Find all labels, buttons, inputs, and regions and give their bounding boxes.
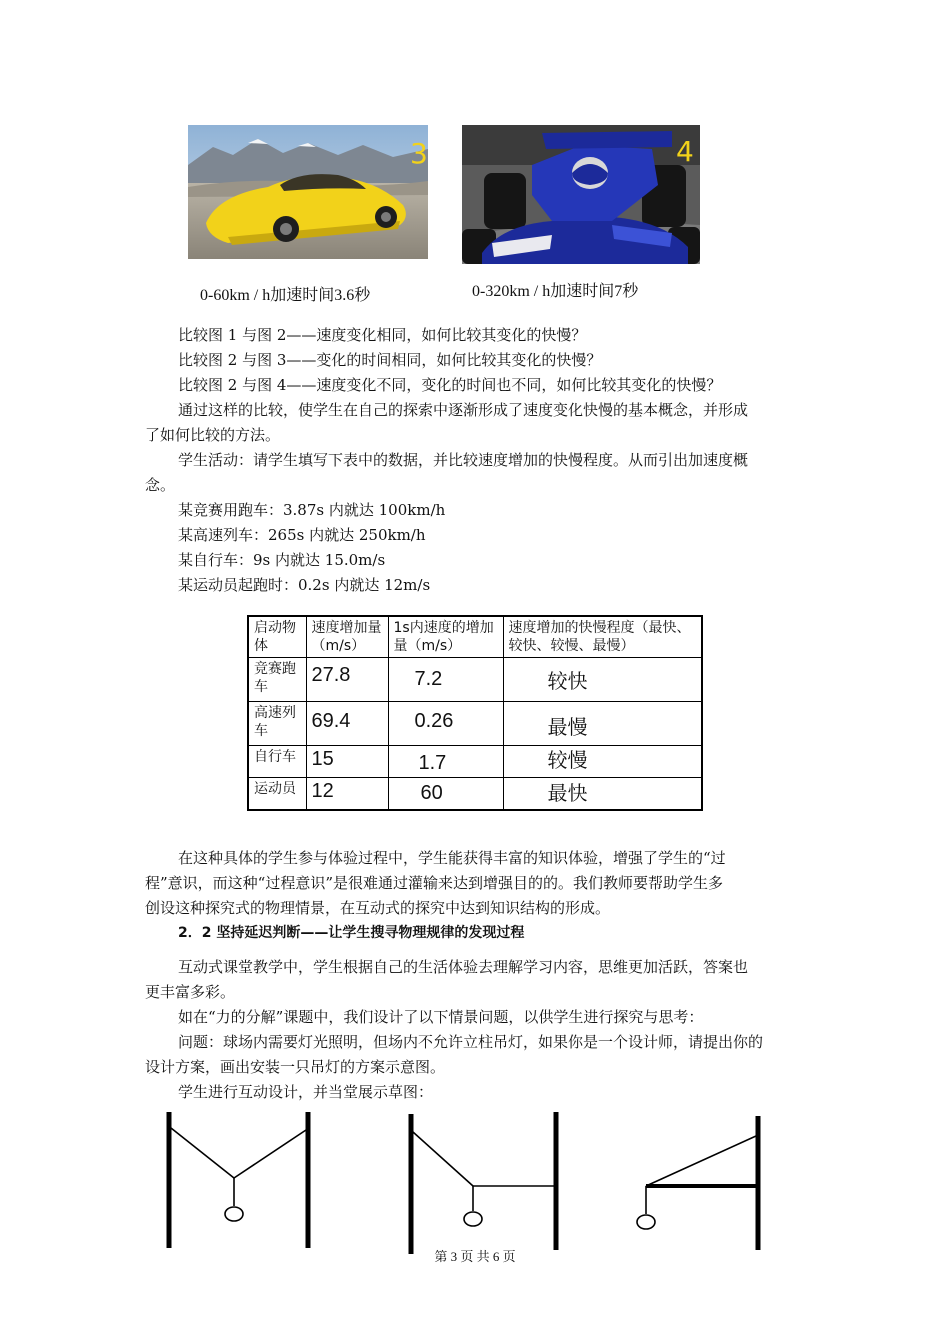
- header-increase: 速度增加量（m/s）: [306, 616, 388, 658]
- sports-car-photo: [188, 125, 428, 259]
- sketch-two-wires-from-poles: [169, 1112, 308, 1248]
- caption-sports-car: 0-60km / h加速时间3.6秒: [200, 287, 371, 304]
- force-topic: 如在“力的分解”课题中，我们设计了以下情景问题，以供学生进行探究与思考：: [178, 1008, 704, 1026]
- table-row: [248, 778, 702, 810]
- row-per-second: 0.26: [388, 702, 503, 746]
- table-row: [248, 702, 702, 746]
- photo-label-4: 4: [676, 135, 694, 168]
- row-increase: 69.4: [306, 702, 388, 746]
- header-rank: 速度增加的快慢程度（最快、较快、较慢、最慢）: [503, 616, 702, 658]
- problem-line2: 设计方案，画出安装一只吊灯的方案示意图。: [145, 1058, 446, 1076]
- row-object: 自行车: [248, 746, 306, 778]
- row-object: 运动员: [248, 778, 306, 810]
- compare-1-2: 比较图 1 与图 2——速度变化相同，如何比较其变化的快慢？: [178, 326, 587, 344]
- lamp-sketches: [150, 1108, 790, 1254]
- sketch-intro: 学生进行互动设计，并当堂展示草图：: [178, 1083, 434, 1101]
- row-rank: 较慢: [503, 746, 702, 778]
- row-increase: 15: [306, 746, 388, 778]
- table-row: [248, 658, 702, 702]
- row-rank: 最快: [503, 778, 702, 810]
- problem-line1: 问题：球场内需要灯光照明，但场内不允许立柱吊灯，如果你是一个设计师，请提出你的: [178, 1033, 764, 1051]
- item-runner: 某运动员起跑时：0.2s 内就达 12m/s: [178, 576, 431, 594]
- table-row: [248, 746, 702, 778]
- row-object: 高速列车: [248, 702, 306, 746]
- interactive-line1: 互动式课堂教学中，学生根据自己的生活体验去理解学习内容，思维更加活跃，答案也: [178, 958, 749, 976]
- compare-2-4: 比较图 2 与图 4——速度变化不同，变化的时间也不同，如何比较其变化的快慢？: [178, 376, 722, 394]
- interactive-line2: 更丰富多彩。: [145, 983, 236, 1001]
- page-footer: 第 3 页 共 6 页: [434, 1249, 516, 1264]
- photo-label-3: 3: [410, 137, 428, 170]
- item-train: 某高速列车：265s 内就达 250km/h: [178, 526, 426, 544]
- sketch-wire-and-horizontal-rope: [411, 1112, 556, 1254]
- compare-2-3: 比较图 2 与图 3——变化的时间相同，如何比较其变化的快慢？: [178, 351, 602, 369]
- item-race-car: 某竞赛用跑车：3.87s 内就达 100km/h: [178, 501, 446, 519]
- table-header-row: [248, 616, 702, 658]
- header-per-second: 1s内速度的增加量（m/s）: [388, 616, 503, 658]
- experience-line1: 在这种具体的学生参与体验过程中，学生能获得丰富的知识体验，增强了学生的“过: [178, 849, 726, 867]
- row-rank: 最慢: [503, 702, 702, 746]
- section-heading: 2．2 坚持延迟判断——让学生搜寻物理规律的发现过程: [178, 925, 525, 941]
- item-bike: 某自行车：9s 内就达 15.0m/s: [178, 551, 386, 569]
- row-rank: 较快: [503, 658, 702, 702]
- row-object: 竞赛跑车: [248, 658, 306, 702]
- row-per-second: 60: [388, 778, 503, 810]
- experience-line2: 程”意识，而这种“过程意识”是很难通过灌输来达到增强目的的。我们教师要帮助学生多: [145, 874, 724, 892]
- row-increase: 12: [306, 778, 388, 810]
- activity-line1: 学生活动：请学生填写下表中的数据，并比较速度增加的快慢程度。从而引出加速度概: [178, 451, 749, 469]
- experience-line3: 创设这种探究式的物理情景，在互动式的探究中达到知识结构的形成。: [145, 899, 611, 917]
- sketch-bracket-on-one-pole: [637, 1116, 758, 1250]
- activity-line2: 念。: [145, 476, 176, 494]
- caption-race-car: 0-320km / h加速时间7秒: [472, 283, 639, 300]
- row-per-second: 7.2: [388, 658, 503, 702]
- row-increase: 27.8: [306, 658, 388, 702]
- through-comparison-line2: 了如何比较的方法。: [145, 426, 281, 444]
- row-per-second: 1.7: [388, 746, 503, 778]
- race-car-photo: [462, 125, 700, 264]
- acceleration-table: [247, 615, 703, 811]
- through-comparison-line1: 通过这样的比较，使学生在自己的探索中逐渐形成了速度变化快慢的基本概念，并形成: [178, 401, 749, 419]
- header-object: 启动物体: [248, 616, 306, 658]
